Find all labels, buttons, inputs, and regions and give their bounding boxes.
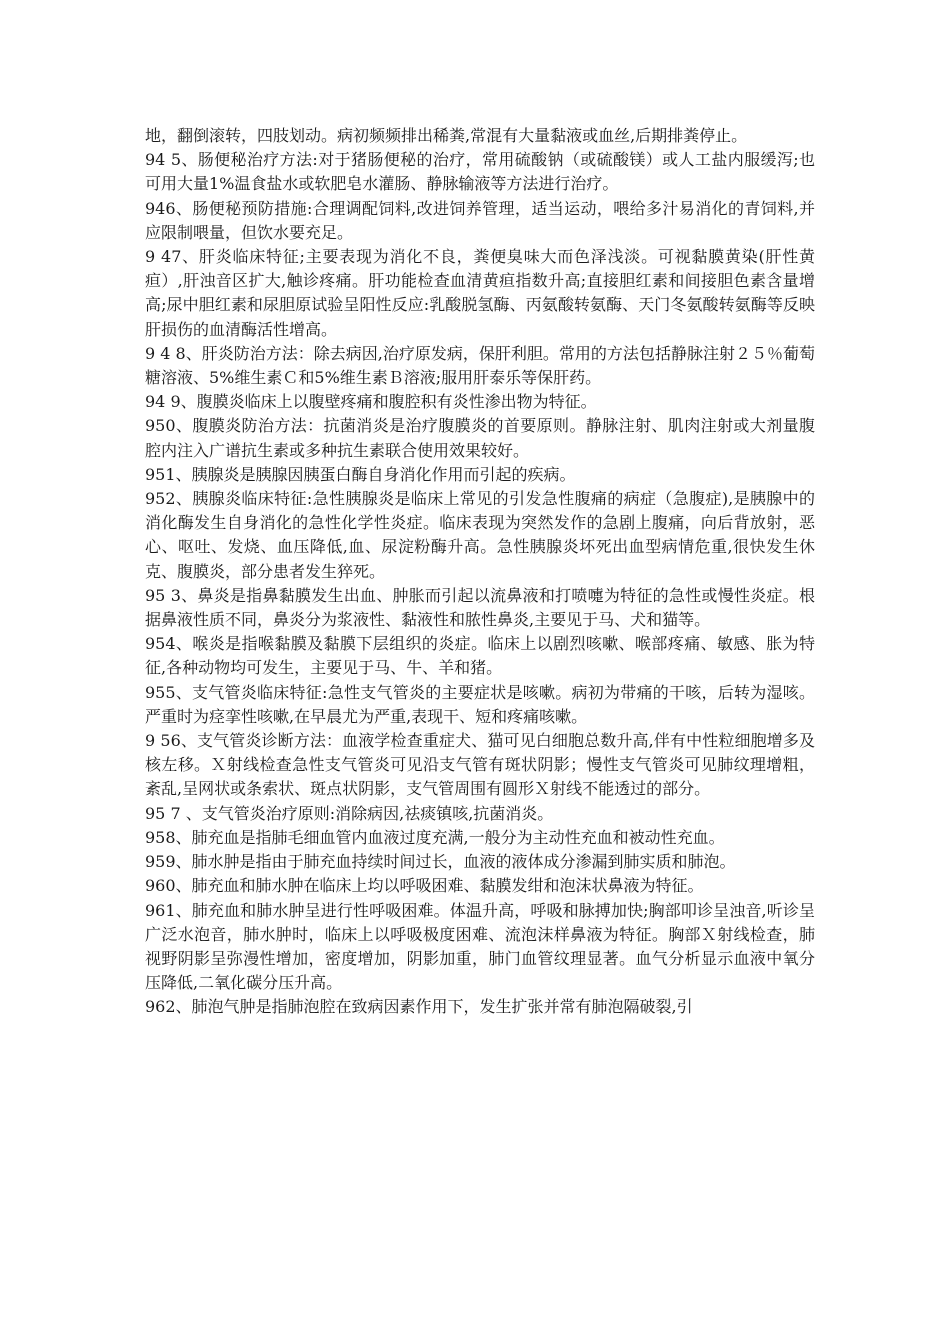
paragraph: 951、胰腺炎是胰腺因胰蛋白酶自身消化作用而引起的疾病。 bbox=[145, 464, 576, 484]
document-body bbox=[145, 124, 815, 1020]
paragraph: 94 5、肠便秘治疗方法:对于猪肠便秘的治疗，常用硫酸钠（或硫酸镁）或人工盐内服缓泻;也可用大量1%温食盐水或软肥皂水灌肠、静脉输液等方法进行治疗。 bbox=[145, 150, 815, 194]
paragraph: 959、肺水肿是指由于肺充血持续时间过长，血液的液体成分渗漏到肺实质和肺泡。 bbox=[145, 852, 736, 872]
paragraph: 9 56、支气管炎诊断方法：血液学检查重症犬、猫可见白细胞总数升高,伴有中性粒细胞增多及核左移。Ｘ射线检查急性支气管炎可见沿支气管有斑状阴影；慢性支气管炎可见肺纹理增粗，紊乱,呈网状或条索状、斑点状阴影，支气管周围有圆形Ｘ射线不能透过的部分。 bbox=[145, 731, 815, 799]
paragraph: 950、腹膜炎防治方法：抗菌消炎是治疗腹膜炎的首要原则。静脉注射、肌肉注射或大剂量腹腔内注入广谱抗生素或多种抗生素联合使用效果较好。 bbox=[145, 416, 815, 460]
paragraph: 952、胰腺炎临床特征:急性胰腺炎是临床上常见的引发急性腹痛的病症（急腹症),是胰腺中的消化酶发生自身消化的急性化学性炎症。临床表现为突然发作的急剧上腹痛，向后背放射，恶心、呕吐、发烧、血压降低,血、尿淀粉酶升高。急性胰腺炎坏死出血型病情危重,很快发生休克、腹膜炎，部分患者发生猝死。 bbox=[145, 489, 815, 581]
paragraph: 960、肺充血和肺水肿在临床上均以呼吸困难、黏膜发绀和泡沫状鼻液为特征。 bbox=[145, 876, 704, 896]
paragraph: 9 47、肝炎临床特征;主要表现为消化不良，粪便臭味大而色泽浅淡。可视黏膜黄染(肝性黄疸）,肝浊音区扩大,触诊疼痛。肝功能检查血清黄疸指数升高;直接胆红素和间接胆色素含量增高;尿中胆红素和尿胆原试验呈阳性反应:乳酸脱氢酶、丙氨酸转氨酶、天门冬氨酸转氨酶等反映肝损伤的血清酶活性增高。 bbox=[145, 247, 815, 339]
paragraph: 961、肺充血和肺水肿呈进行性呼吸困难。体温升高，呼吸和脉搏加快;胸部叩诊呈浊音,听诊呈广泛水泡音，肺水肿时，临床上以呼吸极度困难、流泡沫样鼻液为特征。胸部Ｘ射线检查，肺视野阴影呈弥漫性增加，密度增加，阴影加重，肺门血管纹理显著。血气分析显示血液中氧分压降低,二氧化碳分压升高。 bbox=[145, 900, 815, 993]
paragraph: 95 3、鼻炎是指鼻黏膜发生出血、肿胀而引起以流鼻液和打喷嚏为特征的急性或慢性炎症。根据鼻液性质不同，鼻炎分为浆液性、黏液性和脓性鼻炎,主要见于马、犬和猫等。 bbox=[145, 585, 815, 630]
paragraph: 955、支气管炎临床特征:急性支气管炎的主要症状是咳嗽。病初为带痛的干咳，后转为湿咳。严重时为痉挛性咳嗽,在早晨尤为严重,表现干、短和疼痛咳嗽。 bbox=[145, 682, 815, 726]
paragraph: 9 4 8、肝炎防治方法：除去病因,治疗原发病，保肝利胆。常用的方法包括静脉注射２５％葡萄糖溶液、5%维生素Ｃ和5%维生素Ｂ溶液;服用肝泰乐等保肝药。 bbox=[145, 343, 815, 388]
paragraph: 946、肠便秘预防措施:合理调配饲料,改进饲养管理，适当运动，喂给多汁易消化的青饲料,并应限制喂量，但饮水要充足。 bbox=[145, 198, 815, 242]
paragraph: 95 7 、支气管炎治疗原则:消除病因,祛痰镇咳,抗菌消炎。 bbox=[145, 803, 554, 823]
paragraph: 地，翻倒滚转，四肢划动。病初频频排出稀粪,常混有大量黏液或血丝,后期排粪停止。 bbox=[145, 126, 748, 145]
paragraph: 958、肺充血是指肺毛细血管内血液过度充满,一般分为主动性充血和被动性充血。 bbox=[145, 827, 725, 847]
paragraph: 94 9、腹膜炎临床上以腹壁疼痛和腹腔积有炎性渗出物为特征。 bbox=[145, 392, 597, 412]
paragraph: 962、肺泡气肿是指肺泡腔在致病因素作用下，发生扩张并常有肺泡隔破裂,引 bbox=[145, 997, 693, 1017]
paragraph: 954、喉炎是指喉黏膜及黏膜下层组织的炎症。临床上以剧烈咳嗽、喉部疼痛、敏感、胀为特征,各种动物均可发生，主要见于马、牛、羊和猪。 bbox=[145, 634, 815, 678]
